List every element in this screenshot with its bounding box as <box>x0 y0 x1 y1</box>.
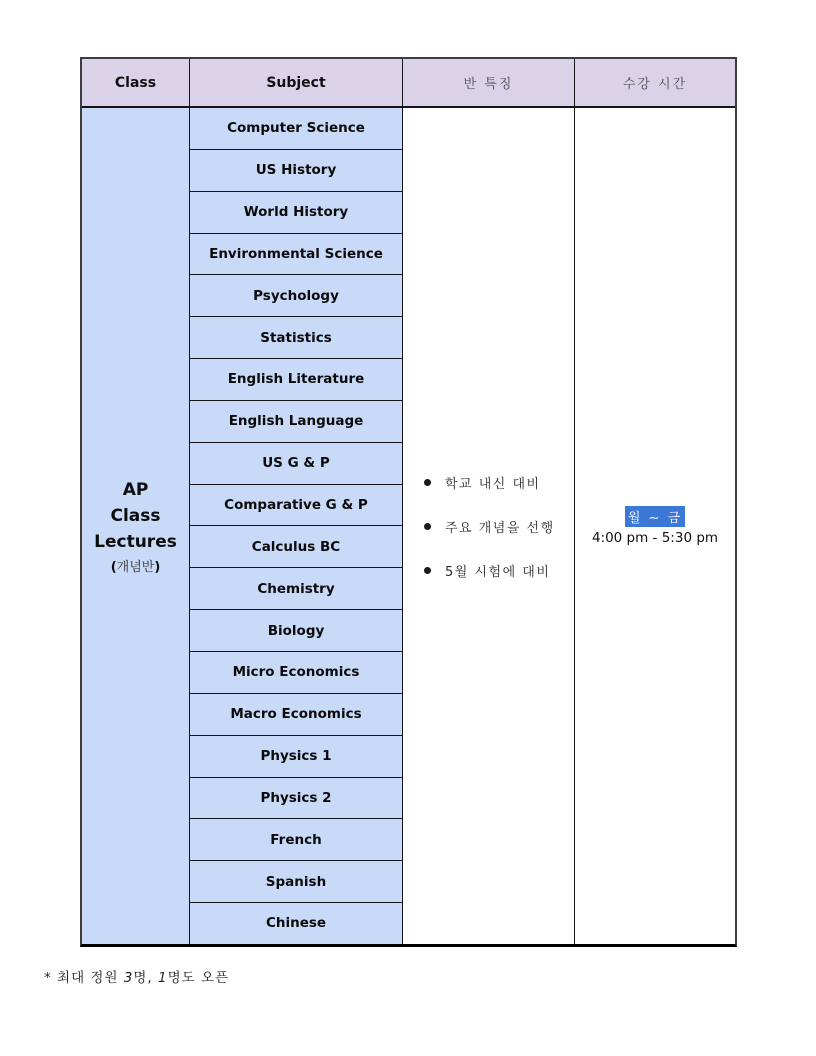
subject-cell: Comparative G & P <box>190 485 402 527</box>
footnote-text-2: 명, <box>133 970 159 986</box>
subject-cell: Biology <box>190 610 402 652</box>
subject-cell: French <box>190 819 402 861</box>
bullet-icon <box>424 523 431 530</box>
feature-item <box>424 561 550 580</box>
class-group-cell <box>82 108 190 944</box>
footnote-number-2: 1 <box>158 970 168 986</box>
footnote-text-1: * 최대 정원 <box>44 970 124 986</box>
subject-cell: English Language <box>190 401 402 443</box>
class-subtitle <box>111 556 161 575</box>
feature-text: 5월 시험에 대비 <box>445 564 551 580</box>
class-schedule-cell <box>575 108 735 944</box>
bullet-icon <box>424 567 431 574</box>
subject-cell: Calculus BC <box>190 526 402 568</box>
footnote-text-3: 명도 오픈 <box>167 970 230 986</box>
header-cell-class: Class <box>82 59 190 106</box>
class-features-cell <box>403 108 575 944</box>
class-title-line-2: Class <box>110 506 161 526</box>
subject-cell: Chemistry <box>190 568 402 610</box>
feature-text: 주요 개념을 선행 <box>445 520 555 536</box>
paren-open: ( <box>110 560 117 575</box>
subject-cell: US History <box>190 150 402 192</box>
time-range-text: 4:00 pm - 5:30 pm <box>591 530 719 546</box>
subject-cell: Psychology <box>190 275 402 317</box>
subject-cell: Physics 1 <box>190 736 402 778</box>
header-cell-features: 반 특징 <box>403 59 575 106</box>
days-highlight-badge: 월 ~ 금 <box>625 506 685 527</box>
class-subtitle-text: 개념반 <box>116 560 155 575</box>
subject-cell: Computer Science <box>190 108 402 150</box>
subject-cell: Spanish <box>190 861 402 903</box>
class-title-line-3: Lectures <box>94 532 177 552</box>
subject-cell: Macro Economics <box>190 694 402 736</box>
feature-item <box>424 473 541 492</box>
feature-item <box>424 517 555 536</box>
class-schedule-table <box>80 57 737 947</box>
footnote-number-1: 3 <box>123 970 134 986</box>
subject-column <box>190 108 403 944</box>
subject-cell: Chinese <box>190 903 402 944</box>
class-title-line-1: AP <box>122 480 149 500</box>
subject-cell: Environmental Science <box>190 234 402 276</box>
subject-cell: Statistics <box>190 317 402 359</box>
footnote <box>44 966 229 986</box>
bullet-icon <box>424 479 431 486</box>
subject-cell: US G & P <box>190 443 402 485</box>
subject-cell: Physics 2 <box>190 778 402 820</box>
paren-close: ) <box>154 560 161 575</box>
header-cell-subject: Subject <box>190 59 403 106</box>
subject-cell: Micro Economics <box>190 652 402 694</box>
subject-cell: English Literature <box>190 359 402 401</box>
feature-text: 학교 내신 대비 <box>445 476 541 492</box>
header-cell-schedule: 수강 시간 <box>622 77 688 92</box>
table-header-row <box>82 59 735 108</box>
subject-cell: World History <box>190 192 402 234</box>
table-body <box>82 108 735 944</box>
